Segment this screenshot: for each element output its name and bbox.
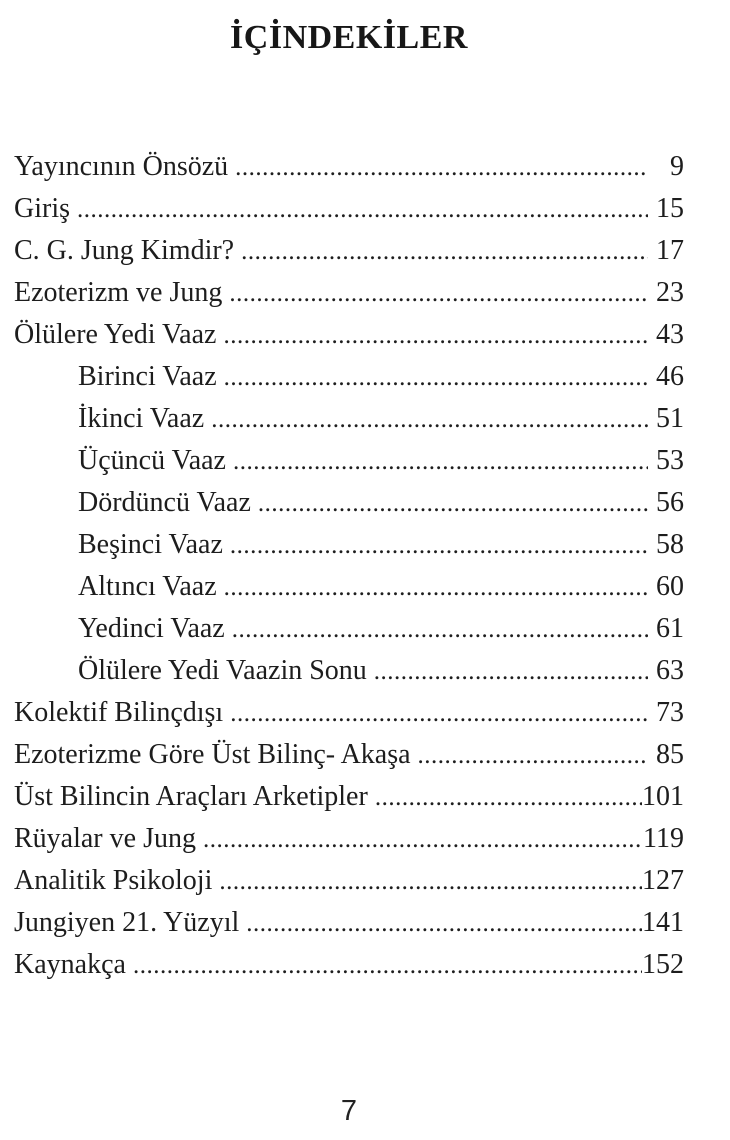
toc-entry	[14, 272, 684, 314]
toc-entry-label: Ölülere Yedi Vaaz	[14, 318, 217, 350]
dot-leader	[204, 399, 648, 440]
toc-entry-label: Yedinci Vaaz	[78, 612, 225, 644]
dot-leader	[222, 273, 648, 314]
toc-entry-page-number: 53	[656, 444, 684, 476]
toc-entry	[14, 734, 684, 776]
dot-leader	[196, 819, 643, 860]
toc-entry-label: Ezoterizm ve Jung	[14, 276, 223, 308]
toc-entry-page-number: 56	[656, 486, 684, 518]
toc-entry-label: Giriş	[14, 192, 70, 224]
dot-leader	[223, 525, 648, 566]
toc-entry	[14, 776, 684, 818]
toc-entry	[14, 608, 684, 650]
toc-entry-page-number: 152	[642, 948, 684, 980]
dot-leader	[225, 609, 648, 650]
dot-leader	[367, 651, 648, 692]
toc-entry-page-number: 17	[656, 234, 684, 266]
toc-entry-label: Üst Bilincin Araçları Arketipler	[14, 780, 368, 812]
toc-entry	[14, 188, 684, 230]
toc-entry-label: Yayıncının Önsözü	[14, 150, 229, 182]
toc-entry-label: Rüyalar ve Jung	[14, 822, 196, 854]
toc-entry	[14, 692, 684, 734]
toc-entry-page-number: 61	[656, 612, 684, 644]
dot-leader	[126, 945, 642, 986]
toc-entry-page-number: 85	[656, 738, 684, 770]
toc-entry-label: Kolektif Bilinçdışı	[14, 696, 224, 728]
toc-entry-page-number: 23	[656, 276, 684, 308]
toc-entry-label: Kaynakça	[14, 948, 126, 980]
toc-entry-label: Jungiyen 21. Yüzyıl	[14, 906, 240, 938]
toc-entry-page-number: 9	[670, 150, 684, 182]
dot-leader	[226, 441, 648, 482]
toc-entry	[14, 230, 684, 272]
toc-entry	[14, 440, 684, 482]
toc-entry-label: Altıncı Vaaz	[78, 570, 217, 602]
toc-entry-label: Dördüncü Vaaz	[78, 486, 251, 518]
toc-entry-label: Analitik Psikoloji	[14, 864, 213, 896]
toc-entry	[14, 356, 684, 398]
toc-entry-page-number: 101	[642, 780, 684, 812]
toc-entry-page-number: 15	[656, 192, 684, 224]
dot-leader	[217, 357, 648, 398]
toc-entry-page-number: 127	[642, 864, 684, 896]
toc-entry-page-number: 43	[656, 318, 684, 350]
dot-leader	[223, 693, 648, 734]
toc-entry	[14, 482, 684, 524]
toc-entry-label: Ölülere Yedi Vaazin Sonu	[78, 654, 367, 686]
toc-entry	[14, 818, 684, 860]
toc-entry-page-number: 119	[643, 822, 684, 854]
dot-leader	[216, 315, 648, 356]
toc-entry	[14, 524, 684, 566]
dot-leader	[239, 903, 642, 944]
toc-entry-label: Birinci Vaaz	[78, 360, 217, 392]
toc-entry	[14, 566, 684, 608]
toc-list	[14, 146, 684, 986]
toc-entry-page-number: 46	[656, 360, 684, 392]
dot-leader	[217, 567, 648, 608]
dot-leader	[251, 483, 648, 524]
toc-entry-page-number: 73	[656, 696, 684, 728]
toc-entry	[14, 944, 684, 986]
dot-leader	[212, 861, 642, 902]
toc-entry-label: İkinci Vaaz	[78, 402, 205, 434]
toc-entry-page-number: 141	[642, 906, 684, 938]
dot-leader	[368, 777, 642, 818]
toc-entry	[14, 902, 684, 944]
toc-entry-page-number: 60	[656, 570, 684, 602]
toc-entry	[14, 398, 684, 440]
dot-leader	[228, 147, 648, 188]
toc-entry-label: Ezoterizme Göre Üst Bilinç- Akaşa	[14, 738, 411, 770]
dot-leader	[411, 735, 648, 776]
toc-entry	[14, 314, 684, 356]
toc-entry-page-number: 51	[656, 402, 684, 434]
toc-entry	[14, 146, 684, 188]
dot-leader	[234, 231, 648, 272]
toc-entry-page-number: 63	[656, 654, 684, 686]
toc-entry	[14, 650, 684, 692]
toc-entry-label: Beşinci Vaaz	[78, 528, 223, 560]
toc-entry-page-number: 58	[656, 528, 684, 560]
page-number: 7	[340, 1095, 358, 1127]
toc-entry-label: Üçüncü Vaaz	[78, 444, 226, 476]
page-title: İÇİNDEKİLER	[230, 19, 468, 56]
toc-entry	[14, 860, 684, 902]
dot-leader	[70, 189, 648, 230]
toc-entry-label: C. G. Jung Kimdir?	[14, 234, 235, 266]
